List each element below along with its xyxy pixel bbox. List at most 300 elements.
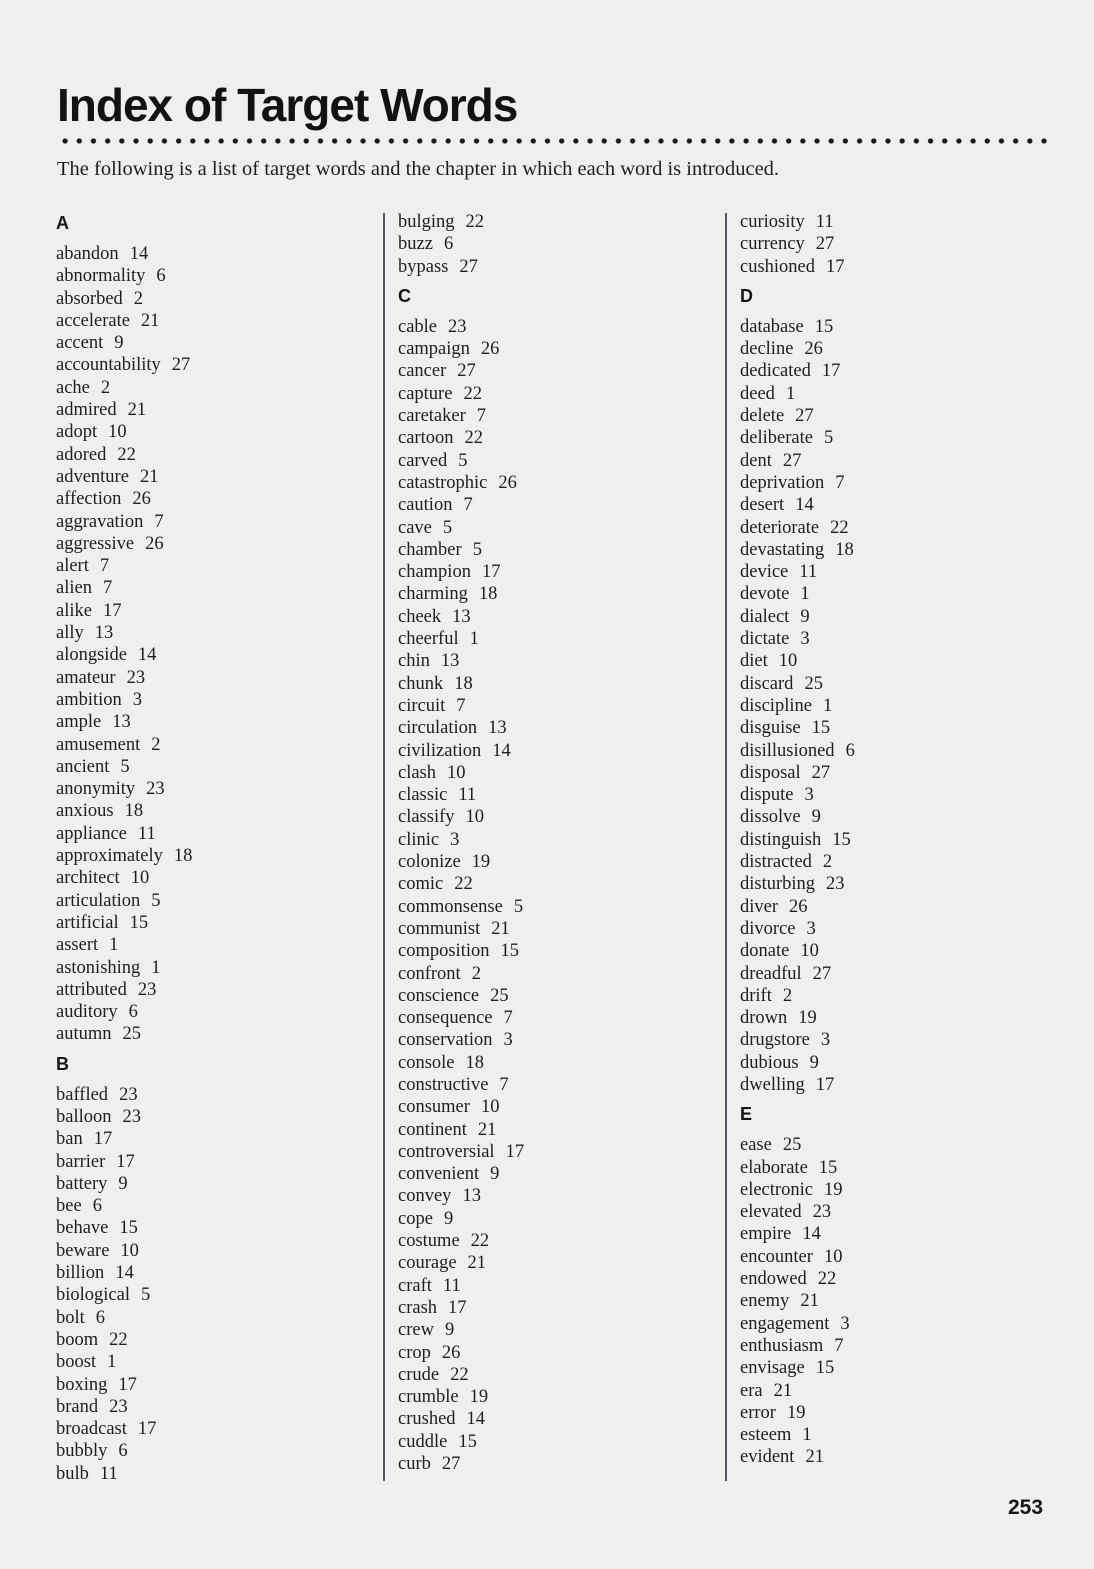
entry-chapter: 19 bbox=[823, 1179, 843, 1200]
entry-chapter: 21 bbox=[140, 310, 160, 331]
entry-chapter: 22 bbox=[830, 517, 849, 538]
index-entry bbox=[398, 1319, 698, 1341]
entry-word: affection bbox=[56, 489, 122, 510]
entry-word: composition bbox=[398, 941, 490, 962]
entry-chapter: 10 bbox=[108, 422, 127, 443]
intro-text: The following is a list of target words and the chapter in which each word is introduced. bbox=[57, 158, 780, 180]
entry-word: ache bbox=[56, 377, 90, 398]
entry-word: beware bbox=[56, 1240, 110, 1261]
entry-word: bolt bbox=[56, 1307, 85, 1328]
entry-chapter: 3 bbox=[450, 829, 460, 850]
entry-word: colonize bbox=[398, 852, 461, 873]
entry-chapter: 7 bbox=[503, 1008, 513, 1029]
index-entry bbox=[398, 1230, 698, 1252]
index-entry bbox=[740, 806, 1040, 828]
entry-chapter: 6 bbox=[845, 740, 855, 761]
entry-word: amusement bbox=[56, 734, 141, 755]
index-entry bbox=[740, 851, 1040, 873]
index-entry bbox=[398, 211, 698, 233]
entry-word: aggravation bbox=[56, 511, 144, 532]
entry-word: conscience bbox=[398, 985, 480, 1006]
entry-chapter: 5 bbox=[140, 1285, 151, 1306]
index-section bbox=[740, 286, 1040, 1096]
entry-word: carved bbox=[398, 450, 448, 471]
entry-chapter: 3 bbox=[132, 689, 143, 710]
index-entry bbox=[56, 734, 356, 756]
entry-chapter: 21 bbox=[139, 466, 159, 487]
entry-chapter: 27 bbox=[795, 406, 814, 427]
index-entry bbox=[740, 650, 1040, 672]
index-entry bbox=[398, 316, 698, 338]
index-entry bbox=[398, 494, 698, 516]
index-entry bbox=[56, 1084, 356, 1106]
entry-word: baffled bbox=[56, 1084, 109, 1105]
entry-chapter: 27 bbox=[782, 450, 802, 471]
entry-chapter: 7 bbox=[99, 556, 110, 577]
index-entry bbox=[740, 316, 1040, 338]
entry-word: convenient bbox=[398, 1164, 480, 1185]
index-entry bbox=[740, 606, 1040, 628]
column-divider bbox=[383, 213, 385, 1481]
index-entry bbox=[740, 338, 1040, 360]
entry-word: cheek bbox=[398, 606, 442, 627]
index-entry bbox=[56, 778, 356, 800]
entry-word: caretaker bbox=[398, 406, 466, 427]
index-entry bbox=[740, 1424, 1040, 1446]
entry-word: drift bbox=[740, 985, 772, 1006]
entry-word: devote bbox=[740, 584, 790, 605]
index-entry bbox=[740, 940, 1040, 962]
entry-chapter: 5 bbox=[472, 539, 482, 560]
entry-chapter: 11 bbox=[442, 1275, 461, 1296]
entry-word: distinguish bbox=[740, 829, 822, 850]
entry-chapter: 23 bbox=[448, 316, 467, 337]
entry-chapter: 27 bbox=[441, 1454, 461, 1475]
index-entry bbox=[740, 1134, 1040, 1156]
index-entry bbox=[56, 689, 356, 711]
entry-word: alien bbox=[56, 578, 92, 599]
entry-chapter: 15 bbox=[811, 718, 831, 739]
entry-chapter: 6 bbox=[95, 1307, 106, 1328]
index-entry bbox=[398, 450, 698, 472]
index-entry bbox=[56, 711, 356, 733]
entry-word: adopt bbox=[56, 422, 98, 443]
entry-word: bypass bbox=[398, 256, 449, 277]
entry-word: drown bbox=[740, 1008, 788, 1029]
entry-word: ancient bbox=[56, 756, 110, 777]
entry-chapter: 22 bbox=[463, 383, 482, 404]
entry-chapter: 1 bbox=[785, 383, 796, 404]
index-column-2 bbox=[398, 211, 698, 1475]
entry-chapter: 7 bbox=[834, 1335, 844, 1356]
index-entry bbox=[398, 606, 698, 628]
entry-word: comic bbox=[398, 874, 444, 895]
entry-chapter: 17 bbox=[481, 562, 501, 583]
entry-chapter: 15 bbox=[129, 912, 149, 933]
entry-chapter: 5 bbox=[823, 428, 834, 449]
entry-chapter: 10 bbox=[480, 1097, 500, 1118]
index-entry bbox=[56, 265, 356, 287]
index-entry bbox=[740, 233, 1040, 255]
section-letter: B bbox=[56, 1053, 69, 1074]
index-entry bbox=[56, 800, 356, 822]
entry-word: boom bbox=[56, 1329, 99, 1350]
entry-word: biological bbox=[56, 1285, 130, 1306]
entry-word: crop bbox=[398, 1342, 431, 1363]
index-entry bbox=[740, 427, 1040, 449]
index-entry bbox=[398, 1096, 698, 1118]
entry-chapter: 3 bbox=[820, 1030, 831, 1051]
entry-word: commonsense bbox=[398, 896, 503, 917]
index-entry bbox=[398, 918, 698, 940]
entry-chapter: 7 bbox=[102, 578, 113, 599]
entry-chapter: 21 bbox=[127, 400, 147, 421]
index-entry bbox=[56, 912, 356, 934]
index-entry bbox=[740, 383, 1040, 405]
entry-word: cheerful bbox=[398, 629, 459, 650]
index-entry bbox=[56, 1240, 356, 1262]
entry-chapter: 27 bbox=[457, 361, 476, 382]
entry-chapter: 26 bbox=[441, 1342, 461, 1363]
entry-chapter: 10 bbox=[120, 1240, 139, 1261]
index-entry bbox=[56, 622, 356, 644]
entry-word: classify bbox=[398, 807, 455, 828]
index-entry bbox=[740, 1052, 1040, 1074]
index-entry bbox=[56, 1418, 356, 1440]
index-entry bbox=[56, 399, 356, 421]
index-entry bbox=[398, 1141, 698, 1163]
index-entry bbox=[740, 717, 1040, 739]
entry-chapter: 10 bbox=[465, 807, 485, 828]
index-entry bbox=[740, 829, 1040, 851]
index-entry bbox=[398, 717, 698, 739]
entry-chapter: 11 bbox=[137, 823, 156, 844]
entry-chapter: 25 bbox=[122, 1024, 141, 1045]
entry-word: broadcast bbox=[56, 1419, 127, 1440]
index-entry bbox=[740, 1335, 1040, 1357]
index-entry bbox=[398, 963, 698, 985]
entry-chapter: 19 bbox=[798, 1008, 817, 1029]
entry-word: absorbed bbox=[56, 288, 123, 309]
entry-word: crude bbox=[398, 1364, 440, 1385]
entry-chapter: 6 bbox=[443, 234, 454, 255]
index-entry bbox=[398, 1297, 698, 1319]
entry-chapter: 9 bbox=[809, 1052, 819, 1073]
entry-chapter: 3 bbox=[800, 629, 810, 650]
index-entry bbox=[740, 561, 1040, 583]
entry-chapter: 5 bbox=[458, 450, 468, 471]
entry-word: chunk bbox=[398, 673, 444, 694]
index-entry bbox=[56, 377, 356, 399]
index-entry bbox=[398, 829, 698, 851]
index-entry bbox=[398, 517, 698, 539]
entry-chapter: 23 bbox=[122, 1106, 141, 1127]
entry-word: console bbox=[398, 1052, 455, 1073]
index-entry bbox=[398, 673, 698, 695]
entry-word: champion bbox=[398, 562, 471, 583]
index-entry bbox=[398, 1408, 698, 1430]
index-entry bbox=[740, 1402, 1040, 1424]
index-entry bbox=[398, 784, 698, 806]
dotted-divider bbox=[58, 137, 1048, 145]
index-entry bbox=[740, 211, 1040, 233]
entry-chapter: 25 bbox=[782, 1135, 802, 1156]
entry-chapter: 22 bbox=[817, 1269, 837, 1290]
entry-word: discipline bbox=[740, 695, 812, 716]
index-entry bbox=[740, 985, 1040, 1007]
entry-chapter: 21 bbox=[477, 1119, 497, 1140]
entry-chapter: 2 bbox=[471, 963, 481, 984]
entry-chapter: 7 bbox=[154, 511, 164, 532]
section-letter: E bbox=[740, 1104, 753, 1125]
entry-word: device bbox=[740, 562, 789, 583]
index-entry bbox=[56, 1351, 356, 1373]
entry-word: desert bbox=[740, 495, 785, 516]
index-entry bbox=[398, 1386, 698, 1408]
index-entry bbox=[740, 873, 1040, 895]
entry-word: convey bbox=[398, 1186, 452, 1207]
entry-chapter: 17 bbox=[826, 256, 845, 277]
entry-chapter: 14 bbox=[137, 645, 157, 666]
entry-word: accountability bbox=[56, 355, 161, 376]
entry-chapter: 23 bbox=[119, 1084, 138, 1105]
entry-chapter: 26 bbox=[804, 339, 823, 360]
index-entry bbox=[398, 1007, 698, 1029]
entry-word: distracted bbox=[740, 852, 812, 873]
index-entry bbox=[56, 332, 356, 354]
entry-word: bubbly bbox=[56, 1441, 108, 1462]
index-entry bbox=[56, 957, 356, 979]
index-entry bbox=[56, 1284, 356, 1306]
index-entry bbox=[56, 979, 356, 1001]
index-entry bbox=[56, 243, 356, 265]
index-entry bbox=[398, 561, 698, 583]
entry-chapter: 3 bbox=[840, 1313, 850, 1334]
index-entry bbox=[740, 1357, 1040, 1379]
entry-word: consumer bbox=[398, 1097, 470, 1118]
entry-word: adored bbox=[56, 444, 107, 465]
entry-chapter: 18 bbox=[454, 673, 473, 694]
index-entry bbox=[740, 740, 1040, 762]
entry-chapter: 13 bbox=[112, 712, 131, 733]
index-entry bbox=[398, 360, 698, 382]
entry-chapter: 15 bbox=[815, 1358, 835, 1379]
entry-chapter: 13 bbox=[94, 623, 114, 644]
entry-word: divorce bbox=[740, 918, 796, 939]
entry-word: ally bbox=[56, 623, 84, 644]
entry-word: crumble bbox=[398, 1387, 459, 1408]
index-entry bbox=[398, 762, 698, 784]
entry-word: aggressive bbox=[56, 533, 135, 554]
index-entry bbox=[398, 1275, 698, 1297]
entry-word: dent bbox=[740, 450, 772, 471]
entry-word: disillusioned bbox=[740, 740, 835, 761]
index-section bbox=[740, 1104, 1040, 1468]
entry-chapter: 6 bbox=[156, 266, 166, 287]
entry-word: crew bbox=[398, 1320, 434, 1341]
entry-chapter: 26 bbox=[498, 472, 517, 493]
entry-word: accent bbox=[56, 333, 104, 354]
index-entry bbox=[56, 288, 356, 310]
index-entry bbox=[56, 1440, 356, 1462]
entry-chapter: 11 bbox=[99, 1463, 118, 1484]
index-entry bbox=[740, 1007, 1040, 1029]
entry-word: anonymity bbox=[56, 779, 136, 800]
entry-word: consequence bbox=[398, 1008, 493, 1029]
index-entry bbox=[398, 256, 698, 278]
entry-chapter: 5 bbox=[151, 890, 161, 911]
entry-chapter: 11 bbox=[815, 212, 834, 232]
index-entry bbox=[56, 1151, 356, 1173]
entry-chapter: 18 bbox=[124, 801, 144, 822]
entry-word: capture bbox=[398, 383, 453, 404]
entry-word: crushed bbox=[398, 1409, 456, 1430]
entry-word: deed bbox=[740, 383, 775, 404]
entry-chapter: 14 bbox=[492, 740, 511, 761]
entry-chapter: 1 bbox=[107, 1352, 117, 1373]
index-entry bbox=[56, 533, 356, 555]
entry-chapter: 21 bbox=[467, 1253, 487, 1274]
entry-word: craft bbox=[398, 1275, 432, 1296]
entry-word: articulation bbox=[56, 890, 141, 911]
entry-chapter: 18 bbox=[465, 1052, 485, 1073]
entry-word: alongside bbox=[56, 645, 127, 666]
entry-chapter: 10 bbox=[778, 651, 798, 672]
entry-word: disguise bbox=[740, 718, 801, 739]
index-entry bbox=[56, 1128, 356, 1150]
index-entry bbox=[398, 851, 698, 873]
entry-word: error bbox=[740, 1402, 776, 1423]
index-entry bbox=[398, 985, 698, 1007]
index-entry bbox=[398, 1029, 698, 1051]
entry-word: deliberate bbox=[740, 428, 813, 449]
entry-chapter: 13 bbox=[462, 1186, 481, 1207]
entry-chapter: 26 bbox=[789, 896, 808, 917]
entry-word: era bbox=[740, 1380, 763, 1401]
entry-word: chin bbox=[398, 651, 430, 672]
index-section bbox=[398, 286, 698, 1475]
index-entry bbox=[56, 1463, 356, 1485]
index-entry bbox=[740, 1313, 1040, 1335]
entry-word: caution bbox=[398, 495, 453, 516]
entry-word: elevated bbox=[740, 1202, 802, 1223]
index-entry bbox=[398, 405, 698, 427]
entry-chapter: 3 bbox=[806, 918, 816, 939]
entry-word: admired bbox=[56, 400, 117, 421]
index-entry bbox=[398, 1119, 698, 1141]
entry-chapter: 1 bbox=[469, 629, 479, 650]
entry-word: enthusiasm bbox=[740, 1335, 824, 1356]
entry-word: costume bbox=[398, 1231, 460, 1252]
index-entry bbox=[56, 555, 356, 577]
entry-chapter: 22 bbox=[454, 874, 473, 895]
entry-chapter: 17 bbox=[821, 361, 841, 382]
entry-word: disposal bbox=[740, 762, 801, 783]
entry-word: deprivation bbox=[740, 472, 825, 493]
index-entry bbox=[56, 421, 356, 443]
index-entry bbox=[740, 628, 1040, 650]
entry-chapter: 7 bbox=[835, 472, 845, 493]
entry-word: envisage bbox=[740, 1358, 805, 1379]
entry-word: bulb bbox=[56, 1463, 89, 1484]
entry-word: evident bbox=[740, 1447, 795, 1468]
entry-word: cancer bbox=[398, 361, 447, 382]
index-entry bbox=[740, 762, 1040, 784]
entry-chapter: 2 bbox=[151, 734, 161, 755]
entry-word: approximately bbox=[56, 846, 163, 867]
entry-chapter: 1 bbox=[109, 935, 119, 956]
index-entry bbox=[398, 1052, 698, 1074]
entry-word: cave bbox=[398, 517, 432, 538]
index-entry bbox=[56, 1262, 356, 1284]
index-entry bbox=[398, 1163, 698, 1185]
entry-word: billion bbox=[56, 1263, 105, 1284]
index-entry bbox=[398, 873, 698, 895]
index-entry bbox=[740, 1201, 1040, 1223]
entry-chapter: 6 bbox=[118, 1441, 128, 1462]
entry-chapter: 11 bbox=[799, 562, 818, 583]
index-entry bbox=[398, 740, 698, 762]
index-entry bbox=[740, 1029, 1040, 1051]
index-column-1 bbox=[56, 211, 356, 1485]
entry-chapter: 10 bbox=[447, 762, 466, 783]
entry-chapter: 15 bbox=[119, 1218, 138, 1239]
entry-word: assert bbox=[56, 935, 99, 956]
index-entry bbox=[740, 1246, 1040, 1268]
entry-chapter: 7 bbox=[499, 1074, 509, 1095]
index-entry bbox=[56, 1195, 356, 1217]
entry-word: classic bbox=[398, 785, 448, 806]
entry-word: brand bbox=[56, 1396, 99, 1417]
entry-chapter: 9 bbox=[811, 807, 821, 828]
entry-chapter: 14 bbox=[129, 244, 149, 264]
entry-word: astonishing bbox=[56, 957, 141, 978]
entry-chapter: 17 bbox=[448, 1297, 467, 1318]
entry-chapter: 18 bbox=[173, 846, 193, 867]
column-divider bbox=[725, 213, 727, 1481]
entry-word: diet bbox=[740, 651, 768, 672]
index-entry bbox=[740, 695, 1040, 717]
entry-chapter: 6 bbox=[92, 1196, 102, 1217]
entry-word: ample bbox=[56, 712, 102, 733]
entry-chapter: 15 bbox=[458, 1431, 477, 1452]
entry-word: courage bbox=[398, 1253, 457, 1274]
entry-chapter: 2 bbox=[822, 852, 833, 873]
entry-word: cope bbox=[398, 1208, 433, 1229]
entry-word: database bbox=[740, 316, 804, 337]
index-entry bbox=[398, 583, 698, 605]
entry-word: communist bbox=[398, 918, 481, 939]
entry-word: controversial bbox=[398, 1141, 495, 1162]
entry-word: ban bbox=[56, 1129, 83, 1150]
entry-word: currency bbox=[740, 234, 805, 255]
entry-chapter: 27 bbox=[811, 762, 831, 783]
index-entry bbox=[740, 1223, 1040, 1245]
index-entry bbox=[398, 1453, 698, 1475]
entry-chapter: 13 bbox=[488, 718, 507, 739]
entry-chapter: 26 bbox=[145, 533, 164, 554]
index-entry bbox=[398, 338, 698, 360]
entry-word: cable bbox=[398, 316, 438, 337]
entry-chapter: 2 bbox=[782, 985, 793, 1006]
entry-chapter: 13 bbox=[452, 606, 471, 627]
index-entry bbox=[398, 628, 698, 650]
entry-chapter: 23 bbox=[146, 779, 165, 800]
entry-word: ambition bbox=[56, 689, 122, 710]
entry-word: autumn bbox=[56, 1024, 112, 1045]
entry-chapter: 15 bbox=[818, 1157, 838, 1178]
entry-word: dictate bbox=[740, 629, 790, 650]
